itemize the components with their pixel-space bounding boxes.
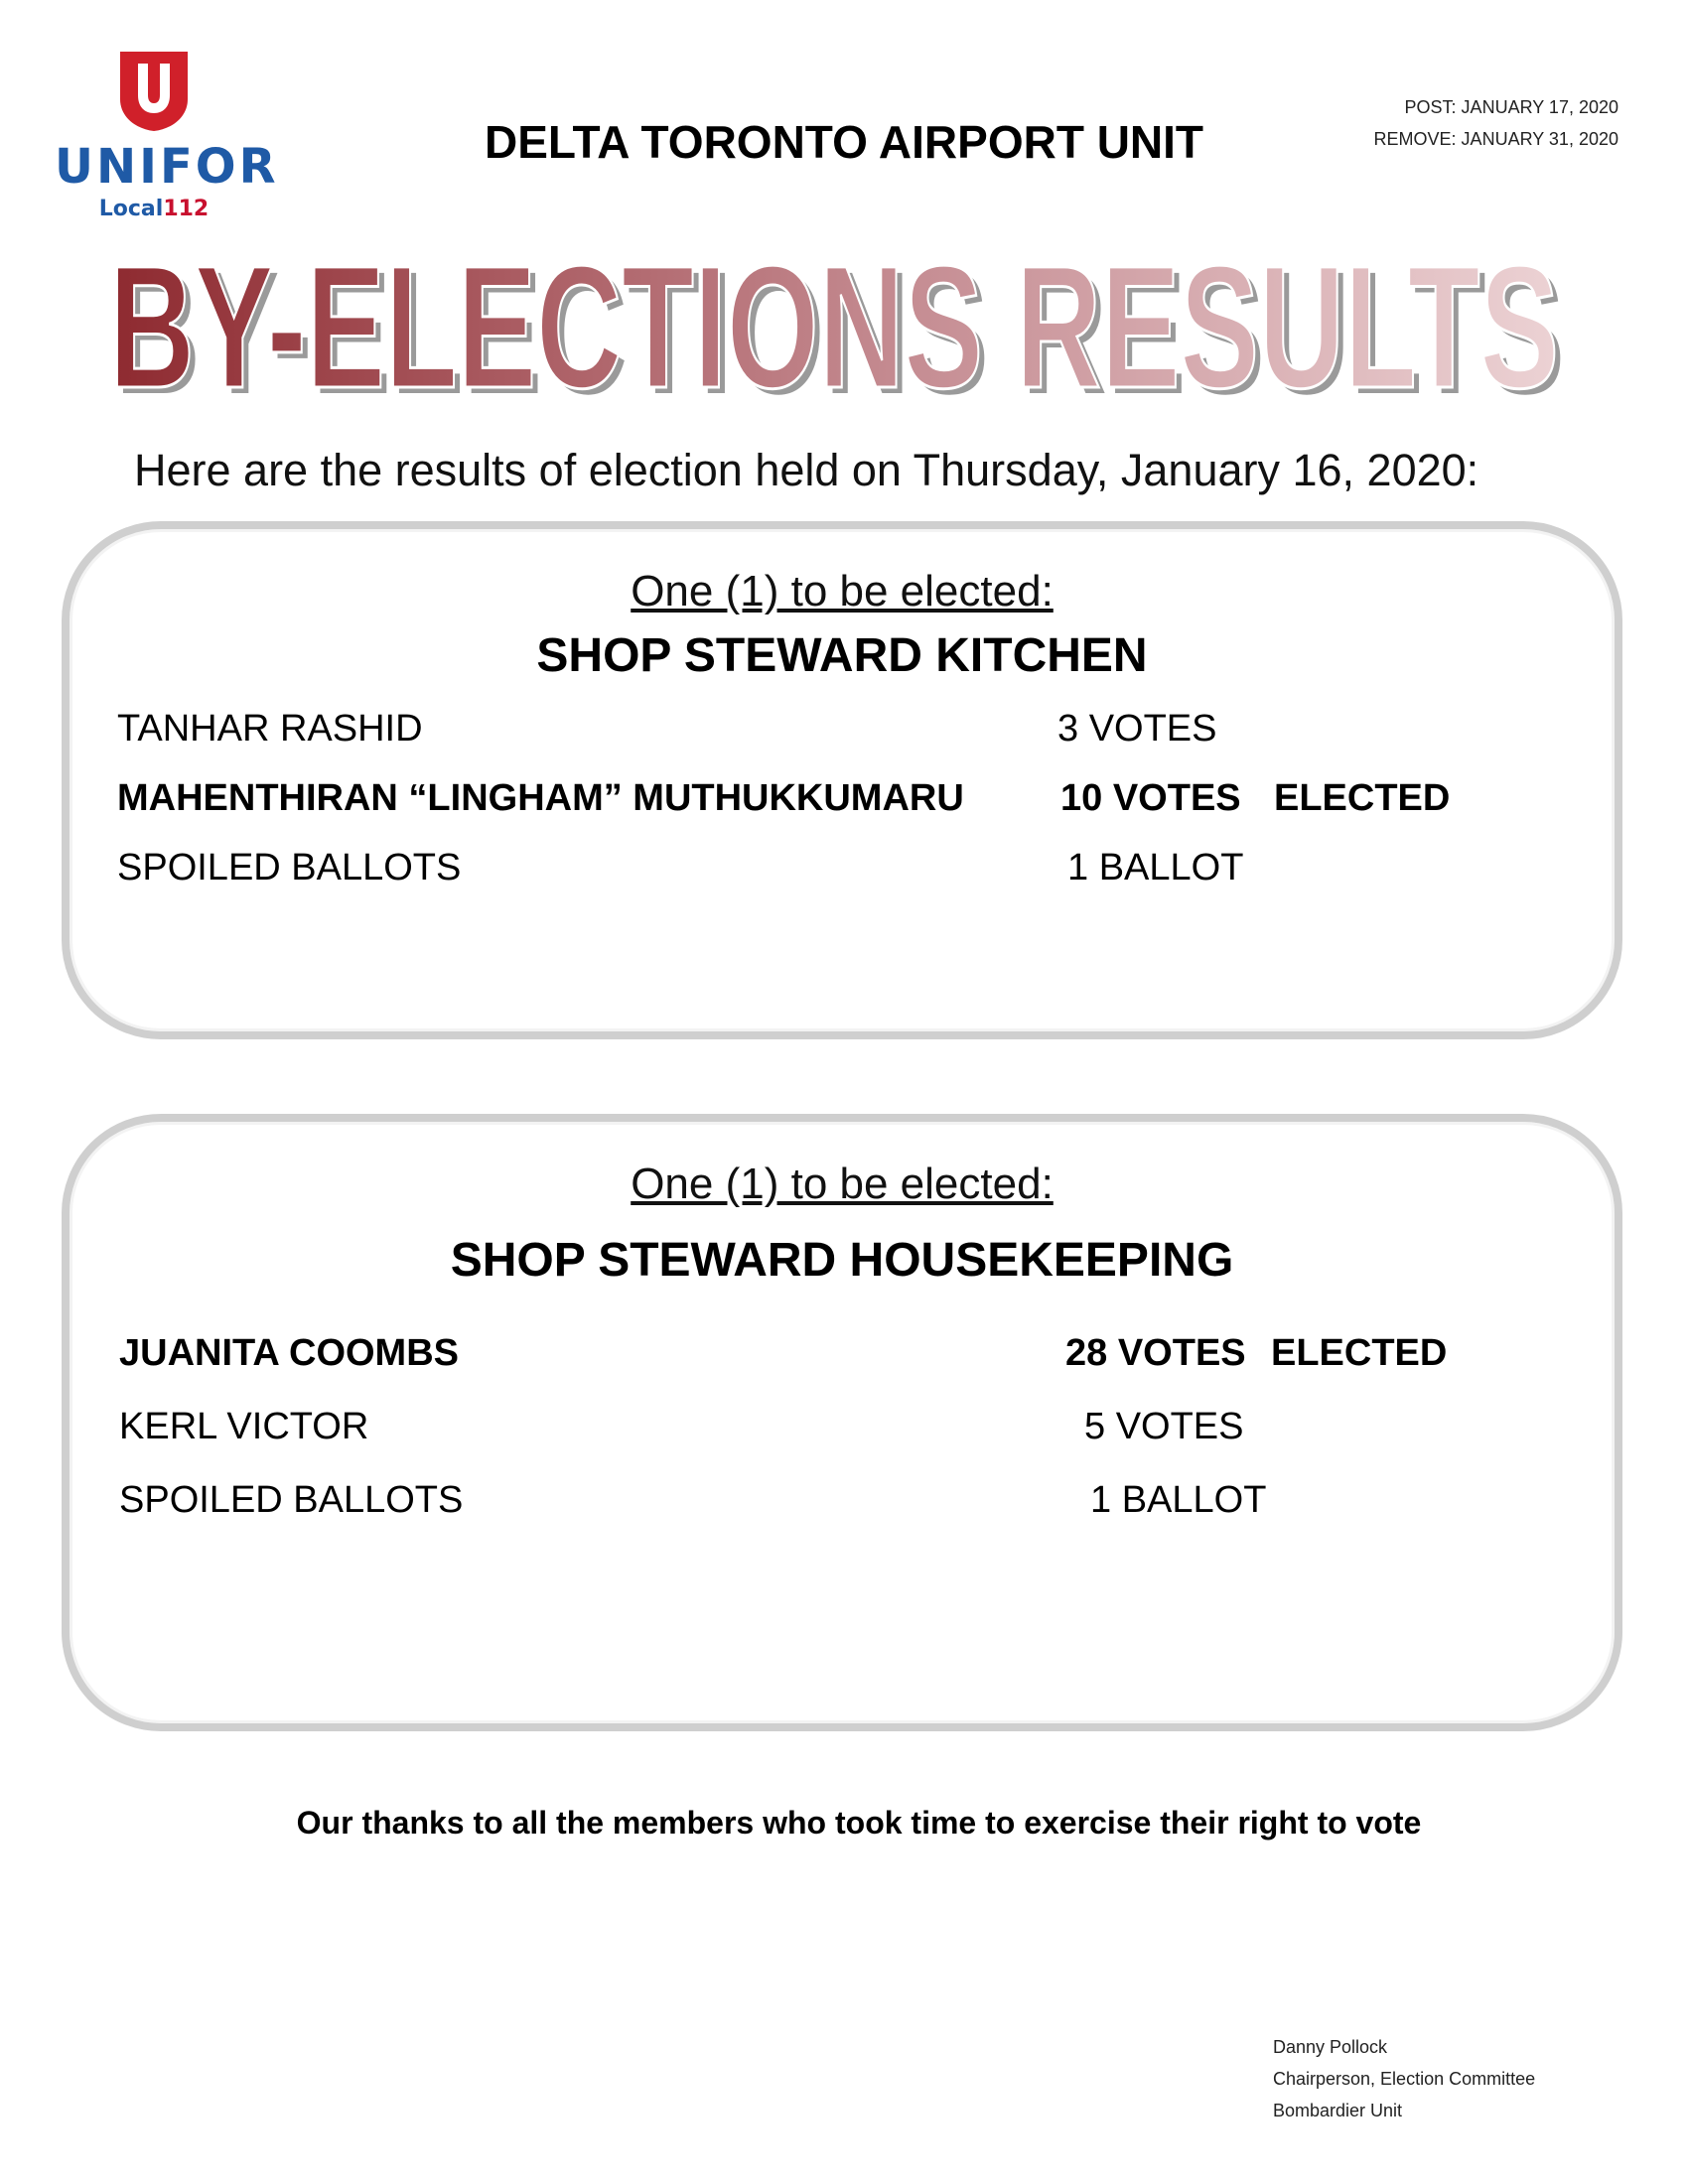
candidate-row	[70, 708, 1615, 753]
signature-title: Chairperson, Election Committee	[1273, 2069, 1536, 2089]
candidate-name: MAHENTHIRAN “LINGHAM” MUTHUKKUMARU	[117, 777, 964, 819]
thanks-message: Our thanks to all the members who took time to exercise their right to vote	[296, 1805, 1422, 1841]
candidate-votes: 5 VOTES	[1084, 1406, 1244, 1447]
candidate-votes: 1 BALLOT	[1067, 847, 1244, 888]
candidate-votes: 1 BALLOT	[1090, 1479, 1267, 1521]
headline-text: BY-ELECTIONS RESULTS	[109, 238, 1559, 417]
race-box-housekeeping	[62, 1114, 1622, 1731]
candidate-name: TANHAR RASHID	[117, 708, 423, 750]
signature-name: Danny Pollock	[1273, 2037, 1388, 2057]
race-box-kitchen	[62, 521, 1622, 1039]
candidate-row	[70, 1479, 1615, 1525]
logo-local-prefix: Local	[98, 197, 164, 221]
to-elect-label: One (1) to be elected:	[631, 1160, 1054, 1208]
position-title: SHOP STEWARD HOUSEKEEPING	[450, 1234, 1234, 1287]
candidate-name: SPOILED BALLOTS	[119, 1479, 464, 1521]
remove-date: REMOVE: JANUARY 31, 2020	[1373, 129, 1618, 149]
logo-local-number: 112	[163, 197, 210, 221]
candidate-votes: 3 VOTES	[1057, 708, 1217, 750]
signature-unit: Bombardier Unit	[1273, 2101, 1403, 2120]
unit-title: DELTA TORONTO AIRPORT UNIT	[484, 116, 1204, 168]
elected-label: ELECTED	[1271, 1332, 1448, 1374]
candidate-row	[70, 1406, 1615, 1451]
headline	[109, 238, 1579, 417]
to-elect-label: One (1) to be elected:	[631, 567, 1054, 615]
logo-wordmark: UNIFOR	[55, 139, 279, 195]
candidate-name: SPOILED BALLOTS	[117, 847, 462, 888]
candidate-row	[70, 1332, 1615, 1378]
candidate-row	[70, 777, 1615, 823]
candidate-row	[70, 847, 1615, 892]
intro-text: Here are the results of election held on Thursday, January 16, 2020:	[134, 445, 1479, 495]
signature-block	[1273, 2031, 1535, 2126]
candidate-name: KERL VICTOR	[119, 1406, 369, 1447]
logo-local	[55, 199, 253, 220]
candidate-votes: 10 VOTES	[1060, 777, 1241, 819]
candidate-name: JUANITA COOMBS	[119, 1332, 459, 1374]
post-dates	[1374, 91, 1618, 155]
post-date: POST: JANUARY 17, 2020	[1404, 97, 1618, 117]
candidate-votes: 28 VOTES	[1065, 1332, 1246, 1374]
position-title: SHOP STEWARD KITCHEN	[536, 629, 1148, 682]
elected-label: ELECTED	[1274, 777, 1451, 819]
headline-shadow: BY-ELECTIONS RESULTS	[115, 238, 1565, 417]
